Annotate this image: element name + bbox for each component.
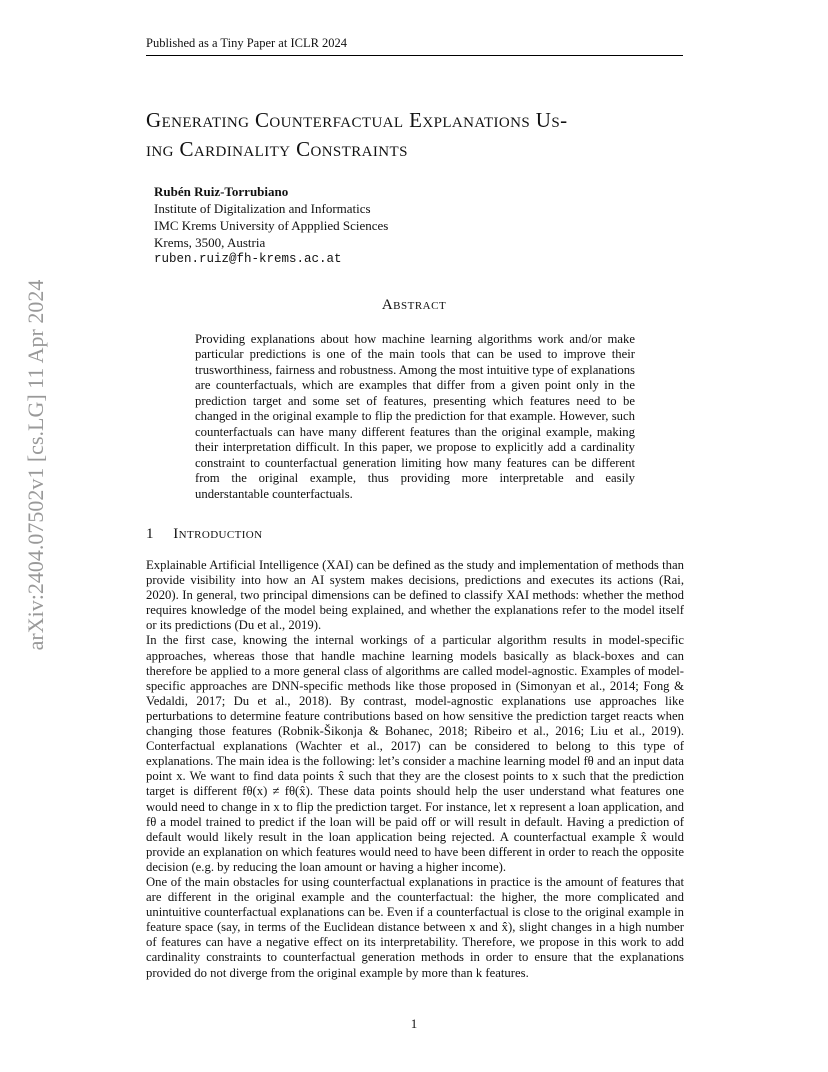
section-number: 1	[146, 526, 154, 542]
running-header: Published as a Tiny Paper at ICLR 2024	[146, 36, 683, 56]
section-title: Introduction	[173, 526, 263, 542]
title-word: Counterfactual	[254, 108, 410, 132]
title-word: Us-	[535, 108, 568, 132]
author-affiliation: IMC Krems University of Appplied Sciences	[154, 218, 389, 233]
section-heading	[146, 526, 262, 543]
title-word: ing	[146, 137, 180, 161]
title-word: Cardinality	[179, 137, 297, 161]
title-word: Generating	[146, 108, 255, 132]
abstract-heading: Abstract	[381, 297, 447, 313]
body-paragraph: Explainable Artificial Intelligence (XAI) can be defined as the study and implementation of methods than provide visibility into how an AI system makes decisions, predictions and executes its actions (Rai, 2020). In general, two principal dimensions can be defined to classify XAI methods: whether the method requires knowledge of the model being explained, and whether the explanations refer to the model itself or its predictions (Du et al., 2019).	[146, 558, 684, 633]
arxiv-identifier-text: arXiv:2404.07502v1 [cs.LG] 11 Apr 2024	[23, 279, 48, 651]
author-name: Rubén Ruiz-Torrubiano	[154, 184, 289, 199]
body-paragraph: In the first case, knowing the internal workings of a particular algorithm results in model-specific approaches, whereas those that handle machine learning models basically as black-boxes and can therefore be applied to a more general class of algorithms are called model-agnostic. Examples of model-specific approaches are DNN-specific methods like those proposed in (Simonyan et al., 2014; Fong & Vedaldi, 2017; Du et al., 2018). By contrast, model-agnostic explanations use approaches like perturbations to determine feature contributions based on how sensitive the prediction target reacts when changing those features (Robnik-Šikonja & Bohanec, 2018; Ribeiro et al., 2016; Liu et al., 2019). Conterfactual explanations (Wachter et al., 2017) can be considered to belong to this type of explanations. The main idea is the following: let’s consider a machine learning model fθ and an input data point x. We want to find data points x̂ such that they are the closest points to x such that the prediction target is different fθ(x) ≠ fθ(x̂). These data points should help the user understand what features one would need to change in x to flip the prediction target. For instance, let x represent a loan application, and fθ a model trained to predict if the loan will be paid off or will result in default. Having a prediction of default would likely result in the loan application being rejected. A counterfactual example x̂ would provide an explanation on which features would need to have been different in order to reach the opposite decision (e.g. by reducing the loan amount or having a higher income).	[146, 633, 684, 874]
author-affiliation: Institute of Digitalization and Informatics	[154, 201, 371, 216]
abstract-text: Providing explanations about how machine learning algorithms work and/or make particular predictions is one of the main tools that can be used to improve their trusworthiness, fairness and robustness. Among the most intuitive type of explanations are counterfactuals, which are examples that differ from a given point only in the prediction target and some set of features, presenting which features need to be changed in the original example to flip the prediction for that example. However, such counterfactuals can have many different features than the original example, making their interpretation difficult. In this paper, we propose to explicitly add a cardinality constraint to counterfactual generation limiting how many features can be different from the original example, thus providing more interpretable and easily understantable counterfactuals.	[195, 332, 635, 501]
page-number: 1	[410, 1016, 418, 1031]
arxiv-identifier	[12, 260, 60, 670]
paper-title	[146, 106, 696, 164]
author-address: Krems, 3500, Austria	[154, 235, 266, 250]
title-word: Explanations	[409, 108, 536, 132]
body-paragraph: One of the main obstacles for using counterfactual explanations in practice is the amount of features that are different in the original example and the counterfactual: the higher, the more complicated and unintuitive counterfactual explanations can be. Even if a counterfactual is close to the original example in feature space (say, in terms of the Euclidean distance between x and x̂), slight changes in a high number of features can have a negative effect on its interpretability. Therefore, we propose in this work to add cardinality constraints to counterfactual generation methods in order to ensure that the explanations provided do not diverge from the original example by more than k features.	[146, 874, 684, 980]
title-word: Constraints	[296, 137, 408, 161]
author-email[interactable]: ruben.ruiz@fh-krems.ac.at	[154, 252, 342, 266]
author-block	[154, 183, 388, 268]
section-body	[146, 558, 684, 981]
